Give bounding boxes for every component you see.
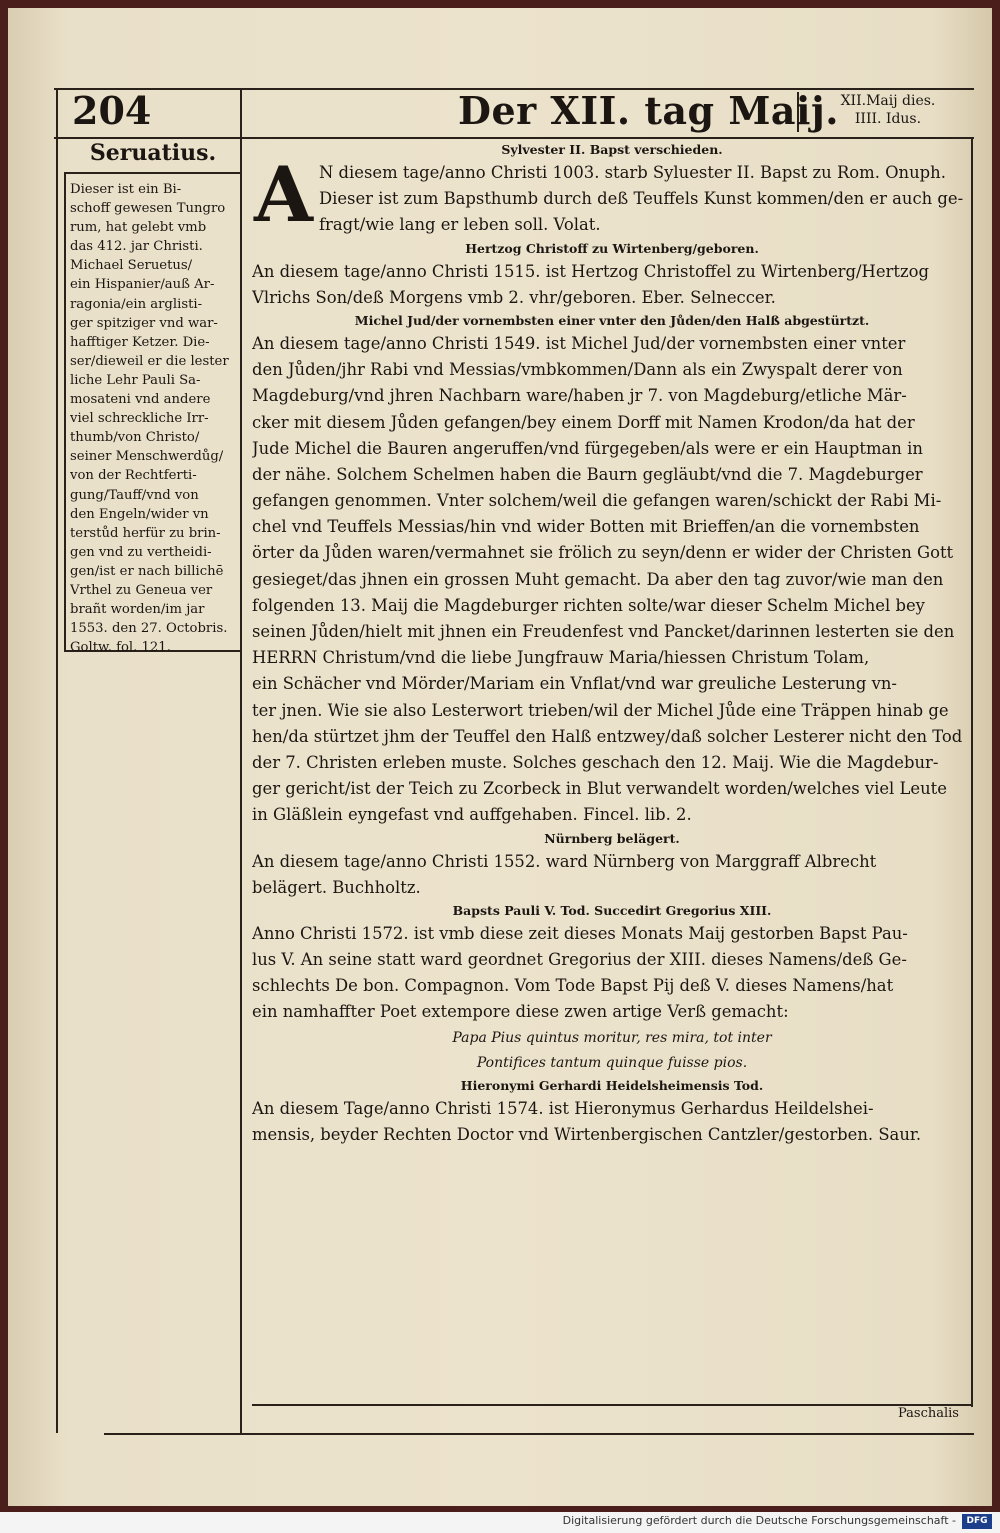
digitization-footer: [0, 1512, 1000, 1533]
text-line: An diesem tage/anno Christi 1552. ward Nürnberg von Marggraff Albrecht: [252, 851, 877, 871]
frame-rule-bottom-outer: [104, 1433, 974, 1435]
entry-section: [252, 829, 972, 901]
entry-section: [252, 901, 972, 1076]
margin-note-line: Dieser ist ein Bi-: [70, 182, 182, 197]
margin-note-line: den Engeln/wider vn: [70, 506, 209, 522]
text-line: den Jůden/jhr Rabi vnd Messias/vmbkommen/Dann als ein Zwyspalt derer von: [252, 360, 903, 380]
text-line: gesieget/das jhnen ein grossen Muht gemacht. Da aber den tag zuvor/wie man den: [252, 569, 944, 589]
entry-heading: Bapsts Pauli V. Tod. Succedirt Gregorius XIII.: [452, 902, 772, 918]
margin-note-line: schoff gewesen Tungro: [70, 201, 226, 217]
text-line: mensis, beyder Rechten Doctor vnd Wirtenbergischen Cantzler/gestorben. Saur.: [252, 1124, 922, 1144]
text-line: N diesem tage/anno Christi 1003. starb Syluester II. Bapst zu Rom. Onuph.: [318, 163, 946, 182]
date-note-line: XII.Maij dies.: [840, 93, 936, 109]
margin-note-line: thumb/von Christo/: [70, 430, 200, 446]
entry-heading: Hieronymi Gerhardi Heidelsheimensis Tod.: [460, 1077, 764, 1093]
text-line: Magdeburg/vnd jhren Nachbarn ware/haben jr 7. von Magdeburg/etliche Mär-: [252, 386, 907, 406]
date-note-line: IIII. Idus.: [854, 111, 922, 127]
entry-section: [252, 239, 972, 311]
margin-note-line: viel schreckliche Irr-: [70, 411, 209, 427]
margin-note-line: ger spitziger vnd war-: [70, 315, 218, 331]
entry-section: [252, 1076, 972, 1148]
margin-note-line: gung/Tauff/vnd von: [70, 487, 199, 503]
entry-section: [252, 311, 972, 829]
book-page: [8, 8, 992, 1506]
text-line: hen/da stürtzet jhm der Teuffel den Halß entzwey/daß solcher Lesterer nicht den Tod: [252, 726, 963, 746]
drop-cap: A: [254, 150, 313, 239]
entry-heading: Hertzog Christoff zu Wirtenberg/geboren.: [465, 240, 759, 256]
text-line: cker mit diesem Jůden gefangen/bey einem Dorff mit Namen Krodon/da hat der: [252, 412, 915, 432]
main-text: [252, 140, 972, 1148]
running-title: Der XII. tag Maij.: [458, 88, 839, 133]
catchword: Paschalis: [898, 1406, 959, 1421]
entry-heading: Sylvester II. Bapst verschieden.: [501, 142, 723, 157]
margin-heading: Seruatius.: [89, 140, 217, 166]
text-line: folgenden 13. Maij die Magdeburger richten solte/war dieser Schelm Michel bey: [252, 595, 925, 615]
margin-note-line: Michael Seruetus/: [70, 258, 193, 274]
margin-note-line: 1553. den 27. Octobris.: [70, 621, 228, 637]
frame-rule-header: [54, 137, 974, 139]
page-number: 204: [72, 88, 152, 133]
text-line: An diesem tage/anno Christi 1549. ist Michel Jud/der vornembsten einer vnter: [252, 333, 906, 353]
footer-credit: Digitalisierung gefördert durch die Deutsche Forschungsgemeinschaft -: [562, 1514, 956, 1527]
margin-note: [70, 180, 238, 657]
margin-note-line: Vrthel zu Geneua ver: [70, 582, 213, 598]
margin-note-line: rum, hat gelebt vmb: [70, 220, 207, 236]
text-line: ter jnen. Wie sie also Lesterwort trieben/wil der Michel Jůde eine Träppen hinab ge: [252, 700, 949, 720]
margin-note-line: ein Hispanier/auß Ar-: [70, 277, 215, 293]
frame-rule-bottom: [252, 1404, 972, 1406]
frame-rule-left: [56, 88, 58, 1433]
margin-note-line: von der Rechtferti-: [70, 468, 197, 484]
text-line: schlechts De bon. Compagnon. Vom Tode Bapst Pij deß V. dieses Namens/hat: [252, 976, 894, 996]
margin-note-line: ser/dieweil er die lester: [70, 353, 229, 369]
text-line: ger gericht/ist der Teich zu Zcorbeck in Blut verwandelt worden/welches viel Leute: [252, 779, 947, 799]
text-line: fragt/wie lang er leben soll. Volat.: [318, 215, 601, 235]
text-line: seinen Jůden/hielt mit jhnen ein Freudenfest vnd Pancket/darinnen lesterten sie den: [252, 622, 955, 641]
text-line: der nähe. Solchem Schelmen haben die Baurn gegläubt/vnd die 7. Magdeburger: [252, 464, 923, 484]
text-line: Anno Christi 1572. ist vmb diese zeit dieses Monats Maij gestorben Bapst Pau-: [252, 923, 908, 943]
margin-note-line: gen vnd zu vertheidi-: [70, 544, 212, 560]
margin-note-line: ragonia/ein arglisti-: [70, 296, 203, 312]
date-note: [808, 92, 968, 128]
text-line: in Gläßlein eyngefast vnd auffgehaben. Fincel. lib. 2.: [252, 805, 692, 825]
text-line: ein Schächer vnd Mörder/Mariam ein Vnflat/vnd war greuliche Lesterung vn-: [252, 674, 897, 694]
text-line: ein namhaffter Poet extempore diese zwen artige Verß gemacht:: [252, 1002, 789, 1022]
margin-note-line: gen/ist er nach billichē: [70, 563, 224, 579]
dfg-logo: DFG: [962, 1514, 992, 1529]
entry-heading: Nürnberg belägert.: [544, 830, 680, 846]
verse-line: Pontifices tantum quinque fuisse pios.: [476, 1054, 748, 1071]
margin-note-line: brañt worden/im jar: [70, 602, 205, 618]
text-line: chel vnd Teuffels Messias/hin vnd wider Botten mit Brieffen/an die vornembsten: [252, 517, 920, 537]
text-line: gefangen genommen. Vnter solchem/weil die gefangen waren/schickt der Rabi Mi-: [252, 491, 942, 511]
margin-note-line: das 412. jar Christi.: [70, 239, 203, 255]
text-line: HERRN Christum/vnd die liebe Jungfrauw Maria/hiessen Christum Tolam,: [252, 648, 870, 668]
verse-line: Papa Pius quintus moritur, res mira, tot inter: [452, 1029, 772, 1046]
margin-note-line: hafftiger Ketzer. Die-: [70, 334, 210, 350]
text-line: Dieser ist zum Bapsthumb durch deß Teuffels Kunst kommen/den er auch ge-: [318, 189, 964, 209]
text-line: lus V. An seine statt ward geordnet Gregorius der XIII. dieses Namens/deß Ge-: [252, 950, 907, 970]
text-line: An diesem tage/anno Christi 1515. ist Hertzog Christoffel zu Wirtenberg/Hertzog: [252, 261, 929, 281]
entry-heading: Michel Jud/der vornembsten einer vnter den Jůden/den Halß abgestürtzt.: [354, 312, 870, 328]
margin-note-line: liche Lehr Pauli Sa-: [70, 372, 201, 388]
text-line: Jude Michel die Bauren angeruffen/vnd fürgegeben/als were er ein Hauptman in: [252, 438, 923, 458]
margin-note-line: seiner Menschwerdůg/: [70, 449, 224, 465]
text-line: belägert. Buchholtz.: [252, 877, 421, 897]
text-line: Vlrichs Son/deß Morgens vmb 2. vhr/geboren. Eber. Selneccer.: [252, 287, 776, 307]
margin-note-line: terstůd herfür zu brin-: [70, 525, 221, 541]
margin-note-line: Goltw. fol. 121.: [70, 640, 171, 656]
text-line: An diesem Tage/anno Christi 1574. ist Hieronymus Gerhardus Heildelshei-: [252, 1098, 874, 1118]
entry-section: [252, 140, 972, 239]
text-line: der 7. Christen erleben muste. Solches geschach den 12. Maij. Wie die Magdebur-: [252, 752, 939, 772]
text-line: örter da Jůden waren/vermahnet sie frölich zu seyn/denn er wider der Christen Gott: [252, 543, 954, 563]
margin-note-line: mosateni vnd andere: [70, 392, 211, 408]
